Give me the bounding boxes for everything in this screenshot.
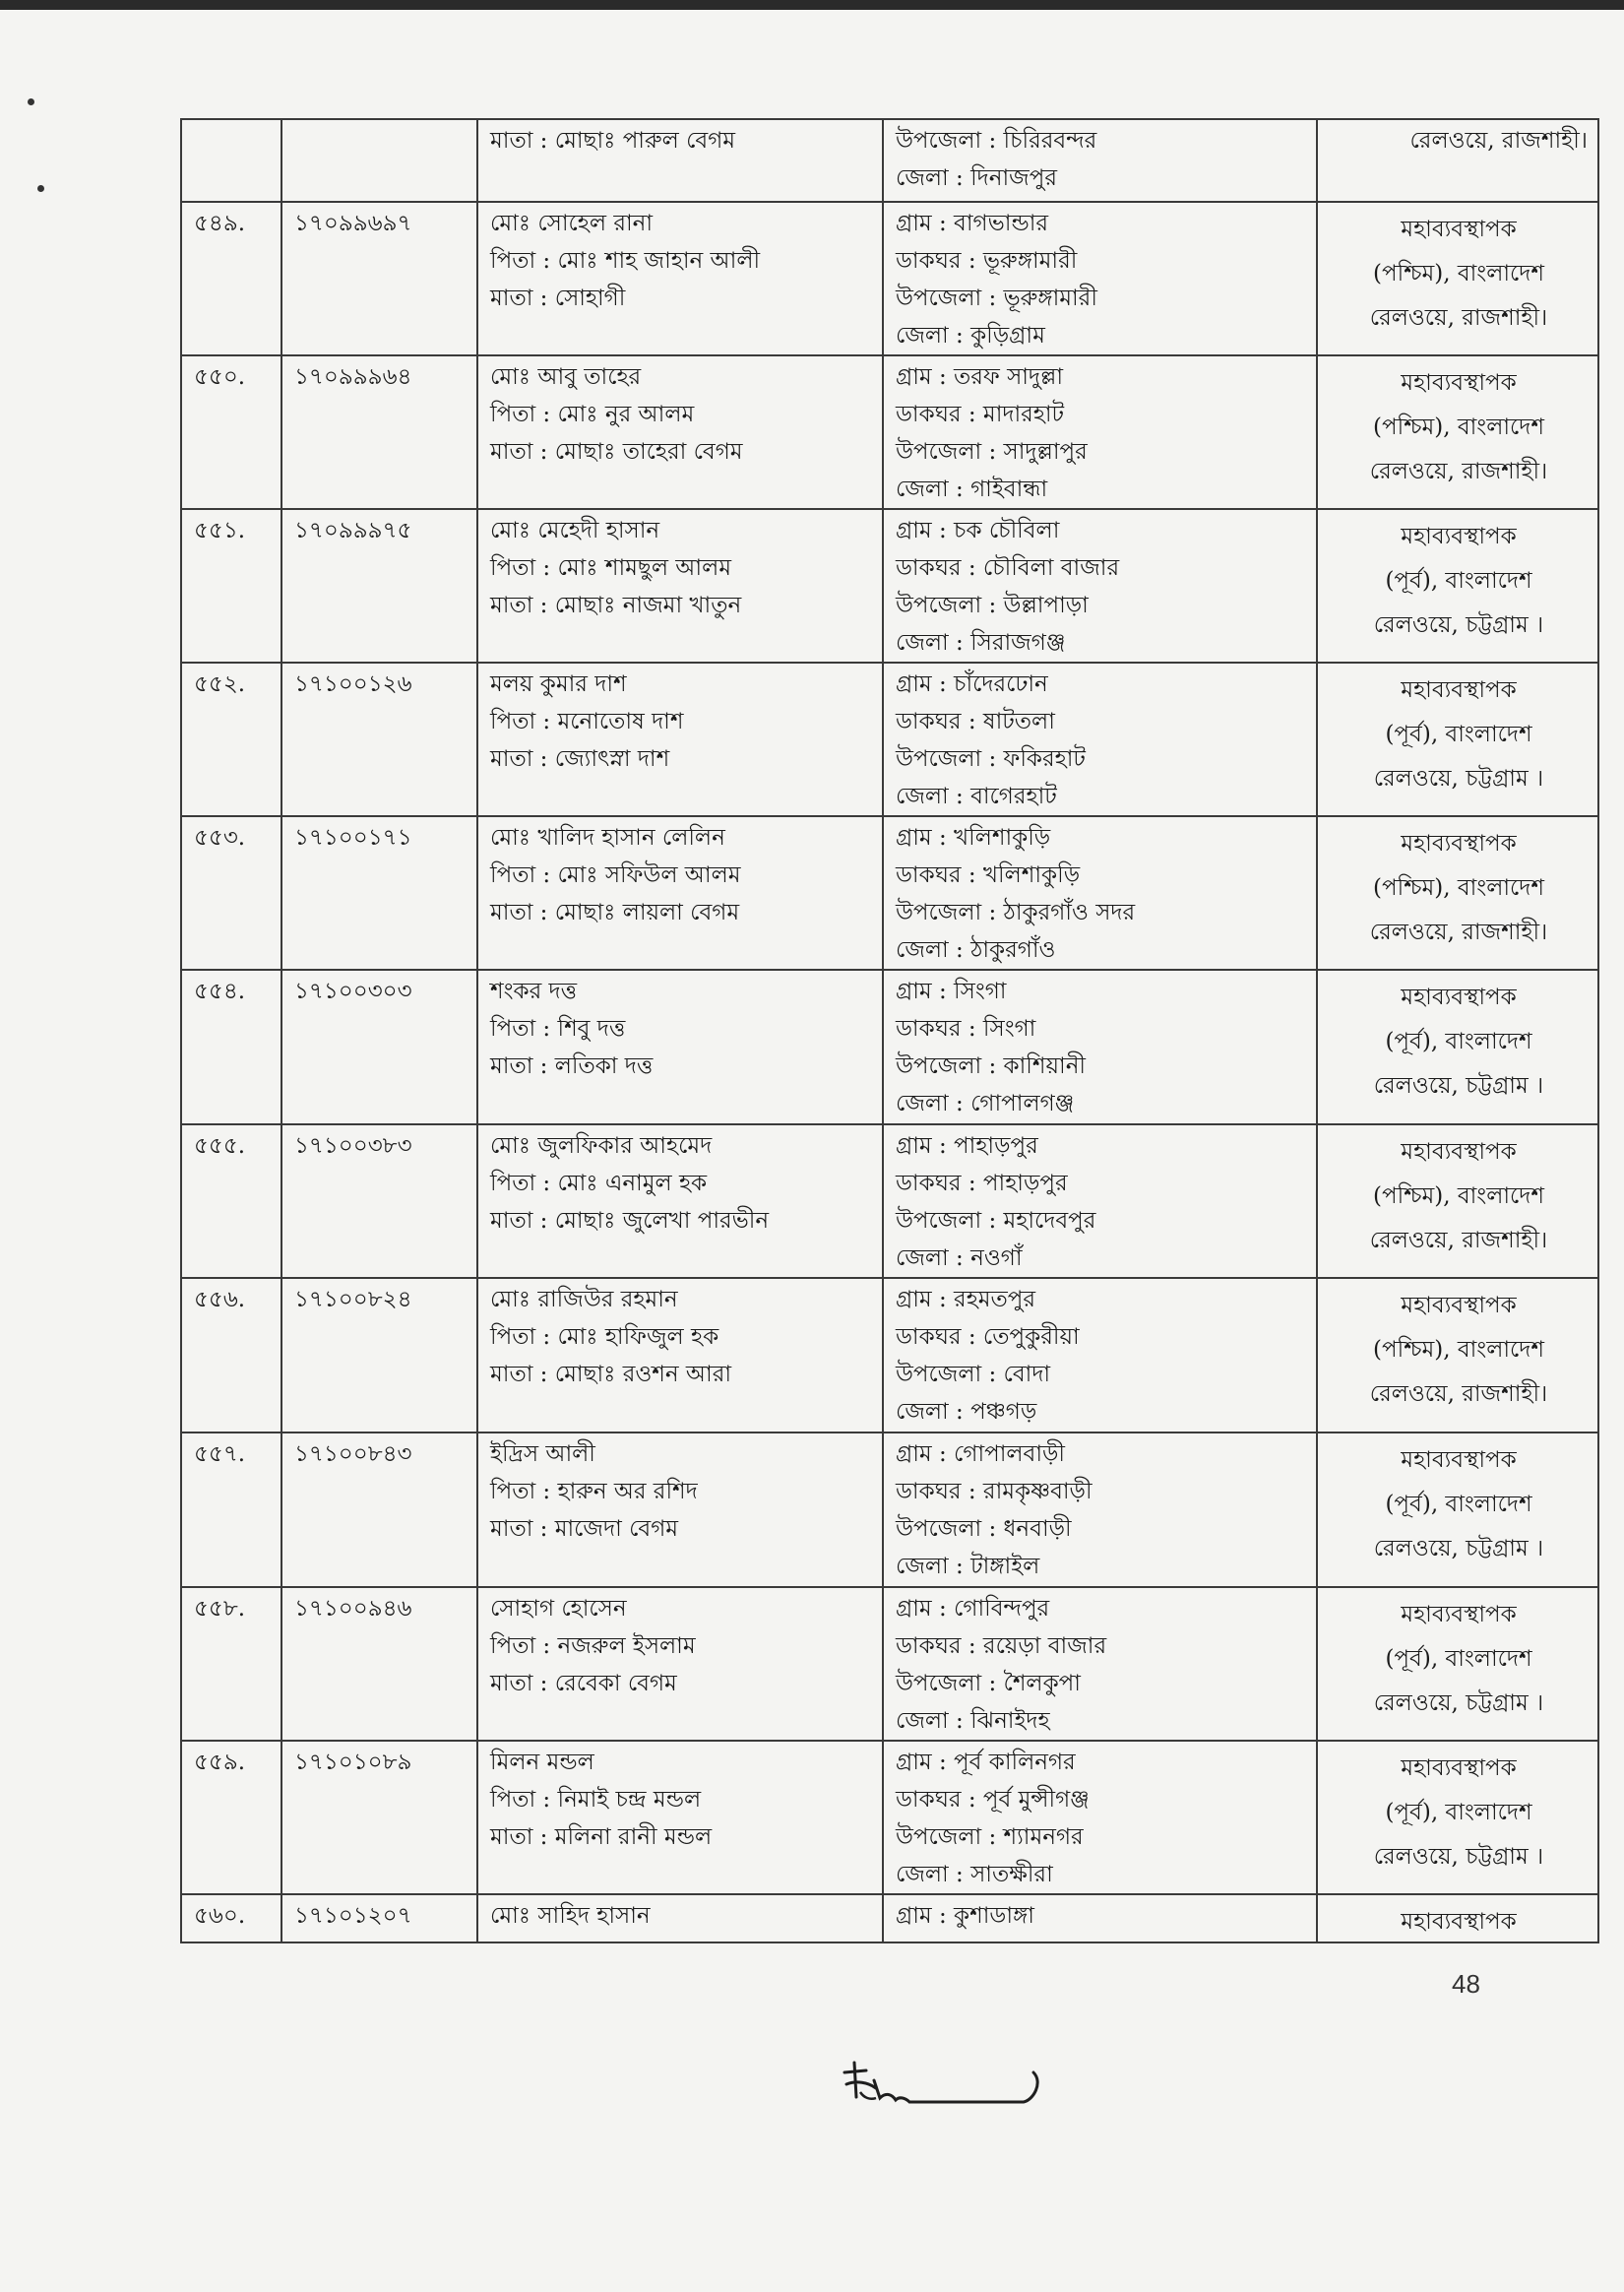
address-line: জেলা : সাতক্ষীরা [896, 1862, 1053, 1887]
table-row [181, 663, 1598, 816]
candidate-name: মোঃ আবু তাহের [490, 364, 642, 390]
address-cell [883, 1894, 1317, 1942]
mother-name: মাতা : সোহাগী [490, 286, 626, 311]
serial-cell [181, 1741, 281, 1894]
father-name: পিতা : মোঃ সফিউল আলম [490, 862, 741, 888]
address-cell [883, 1587, 1317, 1741]
roll-number: ১৭০৯৯৯৭৫ [294, 518, 412, 543]
name-cell [477, 202, 883, 355]
name-cell [477, 1124, 883, 1278]
serial-number: ৫৫১. [194, 518, 246, 543]
address-line: ডাকঘর : রয়েড়া বাজার [896, 1633, 1107, 1659]
roll-number: ১৭১০০৮২৪ [294, 1287, 412, 1312]
address-line: উপজেলা : ভূরুঙ্গামারী [896, 286, 1097, 311]
roll-cell [281, 355, 477, 509]
office-cell [1317, 355, 1598, 509]
address-line: উপজেলা : সাদুল্লাপুর [896, 439, 1088, 465]
scan-top-edge [0, 0, 1624, 10]
office-line: মহাব্যবস্থাপক [1401, 217, 1517, 242]
address-line: উপজেলা : শ্যামনগর [896, 1824, 1084, 1850]
roll-cell [281, 202, 477, 355]
mother-name: মাতা : রেবেকা বেগম [490, 1671, 677, 1696]
mother-name: মাতা : মোছাঃ লায়লা বেগম [490, 900, 740, 925]
mother-name: মাতা : মোছাঃ তাহেরা বেগম [490, 439, 743, 465]
roll-number: ১৭০৯৯৬৯৭ [294, 211, 412, 236]
office-line: রেলওয়ে, চট্টগ্রাম । [1373, 1536, 1544, 1561]
candidate-name: মোঃ মেহেদী হাসান [490, 518, 660, 543]
name-cell [477, 509, 883, 663]
address-line: উপজেলা : শৈলকুপা [896, 1671, 1081, 1696]
address-line: জেলা : কুড়িগ্রাম [896, 323, 1045, 349]
roll-cell [281, 1894, 477, 1942]
address-line: গ্রাম : বাগভান্ডার [896, 211, 1049, 236]
office-cell [1317, 1587, 1598, 1741]
father-name: পিতা : নিমাই চন্দ্র মন্ডল [490, 1787, 702, 1813]
mother-name: মাতা : লতিকা দত্ত [490, 1053, 654, 1079]
candidate-name: মোঃ জুলফিকার আহমেদ [490, 1133, 713, 1159]
father-name: পিতা : মনোতোষ দাশ [490, 709, 684, 734]
address-line: জেলা : ঝিনাইদহ [896, 1708, 1050, 1734]
office-line: মহাব্যবস্থাপক [1401, 1602, 1517, 1627]
address-line: উপজেলা : চিরিরবন্দর [896, 128, 1097, 154]
father-name: পিতা : নজরুল ইসলাম [490, 1633, 696, 1659]
office-line: মহাব্যবস্থাপক [1401, 1447, 1517, 1473]
table-row [181, 1278, 1598, 1432]
serial-cell [181, 1432, 281, 1587]
office-line: মহাব্যবস্থাপক [1401, 831, 1517, 857]
roll-number: ১৭১০১২০৭ [294, 1903, 412, 1929]
serial-number: ৫৫২. [194, 671, 246, 697]
serial-number: ৫৪৯. [194, 211, 246, 236]
office-line: (পূর্ব), বাংলাদেশ [1385, 1492, 1532, 1517]
father-name: পিতা : মোঃ এনামুল হক [490, 1171, 708, 1196]
roll-cell [281, 119, 477, 202]
office-line: রেলওয়ে, চট্টগ্রাম । [1373, 1073, 1544, 1099]
table-row [181, 970, 1598, 1124]
address-line: জেলা : পঞ্চগড় [896, 1399, 1037, 1425]
serial-cell [181, 816, 281, 970]
father-name: পিতা : হারুন অর রশিদ [490, 1479, 698, 1504]
address-line: উপজেলা : মহাদেবপুর [896, 1208, 1096, 1234]
office-line: মহাব্যবস্থাপক [1401, 985, 1517, 1010]
serial-cell [181, 509, 281, 663]
address-cell [883, 202, 1317, 355]
address-cell [883, 1741, 1317, 1894]
office-line: (পূর্ব), বাংলাদেশ [1385, 568, 1532, 594]
address-line: জেলা : ঠাকুরগাঁও [896, 937, 1056, 963]
office-line: রেলওয়ে, রাজশাহী। [1369, 305, 1548, 331]
office-line: (পশ্চিম), বাংলাদেশ [1373, 414, 1544, 440]
address-line: গ্রাম : খলিশাকুড়ি [896, 825, 1051, 851]
address-cell [883, 119, 1317, 202]
mother-name: মাতা : মোছাঃ জুলেখা পারভীন [490, 1208, 770, 1234]
serial-cell [181, 119, 281, 202]
candidate-name: মোঃ সাহিদ হাসান [490, 1903, 651, 1929]
address-cell [883, 816, 1317, 970]
office-line: মহাব্যবস্থাপক [1401, 370, 1517, 396]
address-line: উপজেলা : ফকিরহাট [896, 746, 1086, 772]
father-name: পিতা : মোঃ শাহ জাহান আলী [490, 248, 761, 274]
office-line: (পশ্চিম), বাংলাদেশ [1373, 1337, 1544, 1363]
roll-cell [281, 1741, 477, 1894]
address-line: ডাকঘর : সিংগা [896, 1016, 1036, 1042]
serial-cell [181, 970, 281, 1124]
father-name: পিতা : মোঃ শামছুল আলম [490, 555, 732, 581]
office-cell [1317, 1124, 1598, 1278]
office-line: মহাব্যবস্থাপক [1401, 1293, 1517, 1318]
office-cell [1317, 119, 1598, 202]
address-cell [883, 509, 1317, 663]
address-line: গ্রাম : তরফ সাদুল্লা [896, 364, 1064, 390]
address-line: ডাকঘর : পূর্ব মুন্সীগঞ্জ [896, 1787, 1090, 1813]
office-cell [1317, 509, 1598, 663]
serial-number: ৫৫৮. [194, 1596, 246, 1622]
office-line: রেলওয়ে, রাজশাহী। [1409, 128, 1588, 154]
address-line: জেলা : নওগাঁ [896, 1245, 1023, 1271]
roll-cell [281, 816, 477, 970]
office-line: মহাব্যবস্থাপক [1401, 524, 1517, 549]
candidate-name: শংকর দত্ত [490, 979, 578, 1004]
serial-cell [181, 1894, 281, 1942]
roll-cell [281, 1124, 477, 1278]
roll-number: ১৭১০০১২৬ [294, 671, 412, 697]
roll-cell [281, 1432, 477, 1587]
office-cell [1317, 1894, 1598, 1942]
address-line: ডাকঘর : মাদারহাট [896, 402, 1065, 427]
serial-cell [181, 202, 281, 355]
father-name: পিতা : শিবু দত্ত [490, 1016, 626, 1042]
table-row [181, 202, 1598, 355]
name-cell [477, 1587, 883, 1741]
serial-number: ৫৫৬. [194, 1287, 246, 1312]
address-line: উপজেলা : কাশিয়ানী [896, 1053, 1087, 1079]
table-row [181, 1894, 1598, 1942]
office-line: রেলওয়ে, রাজশাহী। [1369, 1381, 1548, 1407]
address-line: জেলা : গাইবান্ধা [896, 477, 1048, 502]
serial-cell [181, 1124, 281, 1278]
serial-number: ৫৫৯. [194, 1750, 246, 1775]
address-line: ডাকঘর : তেপুকুরীয়া [896, 1324, 1080, 1350]
mother-name: মাতা : মোছাঃ পারুল বেগম [490, 128, 736, 154]
table-row [181, 1432, 1598, 1587]
page-number: 48 [1452, 1969, 1480, 1999]
office-line: মহাব্যবস্থাপক [1401, 1909, 1517, 1935]
name-cell [477, 1894, 883, 1942]
address-line: ডাকঘর : খলিশাকুড়ি [896, 862, 1081, 888]
address-cell [883, 1124, 1317, 1278]
office-line: রেলওয়ে, চট্টগ্রাম । [1373, 1690, 1544, 1716]
address-line: গ্রাম : গোবিন্দপুর [896, 1596, 1050, 1622]
office-line: (পশ্চিম), বাংলাদেশ [1373, 1183, 1544, 1209]
roster-body [181, 119, 1598, 1942]
candidate-roster-table [180, 118, 1599, 1943]
address-line: গ্রাম : চাঁদেরঢোন [896, 671, 1048, 697]
address-line: ডাকঘর : ভূরুঙ্গামারী [896, 248, 1078, 274]
roll-number: ১৭১০০৮৪৩ [294, 1441, 412, 1467]
office-line: (পূর্ব), বাংলাদেশ [1385, 722, 1532, 747]
address-line: জেলা : সিরাজগঞ্জ [896, 630, 1066, 656]
candidate-name: মোঃ রাজিউর রহমান [490, 1287, 678, 1312]
address-line: ডাকঘর : ষাটতলা [896, 709, 1055, 734]
roll-cell [281, 1587, 477, 1741]
name-cell [477, 119, 883, 202]
address-cell [883, 663, 1317, 816]
address-line: ডাকঘর : পাহাড়পুর [896, 1171, 1068, 1196]
address-cell [883, 970, 1317, 1124]
office-line: মহাব্যবস্থাপক [1401, 1139, 1517, 1165]
serial-number: ৫৫৭. [194, 1441, 246, 1467]
candidate-name: মলয় কুমার দাশ [490, 671, 627, 697]
address-cell [883, 355, 1317, 509]
office-line: (পূর্ব), বাংলাদেশ [1385, 1029, 1532, 1054]
roll-number: ১৭১০০১৭১ [294, 825, 412, 851]
office-line: মহাব্যবস্থাপক [1401, 1755, 1517, 1781]
office-line: রেলওয়ে, চট্টগ্রাম । [1373, 766, 1544, 792]
office-line: (পূর্ব), বাংলাদেশ [1385, 1646, 1532, 1672]
name-cell [477, 1278, 883, 1432]
serial-cell [181, 1278, 281, 1432]
serial-number: ৫৬০. [194, 1903, 246, 1929]
name-cell [477, 663, 883, 816]
table-row [181, 509, 1598, 663]
office-line: রেলওয়ে, রাজশাহী। [1369, 459, 1548, 484]
address-cell [883, 1278, 1317, 1432]
serial-cell [181, 1587, 281, 1741]
office-cell [1317, 816, 1598, 970]
roll-cell [281, 509, 477, 663]
candidate-name: মোঃ সোহেল রানা [490, 211, 654, 236]
address-line: ডাকঘর : রামকৃষ্ণবাড়ী [896, 1479, 1093, 1504]
roll-cell [281, 970, 477, 1124]
office-line: (পশ্চিম), বাংলাদেশ [1373, 875, 1544, 901]
serial-number: ৫৫৫. [194, 1133, 246, 1159]
office-line: মহাব্যবস্থাপক [1401, 677, 1517, 703]
roll-number: ১৭১০০৩০৩ [294, 979, 412, 1004]
address-line: উপজেলা : উল্লাপাড়া [896, 593, 1089, 618]
office-line: রেলওয়ে, চট্টগ্রাম । [1373, 612, 1544, 638]
office-line: রেলওয়ে, চট্টগ্রাম । [1373, 1844, 1544, 1870]
address-line: জেলা : বাগেরহাট [896, 784, 1057, 809]
mother-name: মাতা : মাজেদা বেগম [490, 1516, 679, 1542]
roll-number: ১৭০৯৯৯৬৪ [294, 364, 412, 390]
office-line: (পশ্চিম), বাংলাদেশ [1373, 261, 1544, 286]
address-line: গ্রাম : রহমতপুর [896, 1287, 1036, 1312]
table-row [181, 355, 1598, 509]
address-line: গ্রাম : পূর্ব কালিনগর [896, 1750, 1076, 1775]
table-row [181, 1741, 1598, 1894]
office-cell [1317, 1278, 1598, 1432]
office-cell [1317, 1741, 1598, 1894]
table-row [181, 1124, 1598, 1278]
serial-cell [181, 355, 281, 509]
candidate-name: মোঃ খালিদ হাসান লেলিন [490, 825, 725, 851]
address-line: গ্রাম : চক চৌবিলা [896, 518, 1060, 543]
roll-number: ১৭১০১০৮৯ [294, 1750, 412, 1775]
scan-speck [37, 185, 44, 192]
roll-number: ১৭১০০৯৪৬ [294, 1596, 412, 1622]
address-line: জেলা : দিনাজপুর [896, 165, 1057, 191]
roll-cell [281, 1278, 477, 1432]
candidate-name: মিলন মন্ডল [490, 1750, 594, 1775]
name-cell [477, 1741, 883, 1894]
address-line: গ্রাম : কুশাডাঙ্গা [896, 1903, 1034, 1929]
serial-number: ৫৫০. [194, 364, 246, 390]
name-cell [477, 816, 883, 970]
mother-name: মাতা : মোছাঃ রওশন আরা [490, 1362, 732, 1387]
office-line: রেলওয়ে, রাজশাহী। [1369, 1228, 1548, 1253]
table-row [181, 1587, 1598, 1741]
address-line: উপজেলা : বোদা [896, 1362, 1051, 1387]
name-cell [477, 1432, 883, 1587]
address-line: গ্রাম : গোপালবাড়ী [896, 1441, 1066, 1467]
father-name: পিতা : মোঃ নুর আলম [490, 402, 695, 427]
address-line: উপজেলা : ঠাকুরগাঁও সদর [896, 900, 1136, 925]
name-cell [477, 355, 883, 509]
scan-speck [28, 98, 34, 105]
table-row [181, 816, 1598, 970]
office-cell [1317, 663, 1598, 816]
office-line: রেলওয়ে, রাজশাহী। [1369, 920, 1548, 945]
address-line: গ্রাম : সিংগা [896, 979, 1007, 1004]
address-cell [883, 1432, 1317, 1587]
office-cell [1317, 970, 1598, 1124]
office-cell [1317, 202, 1598, 355]
roll-number: ১৭১০০৩৮৩ [294, 1133, 412, 1159]
father-name: পিতা : মোঃ হাফিজুল হক [490, 1324, 719, 1350]
name-cell [477, 970, 883, 1124]
candidate-name: সোহাগ হোসেন [490, 1596, 627, 1622]
serial-number: ৫৫৪. [194, 979, 246, 1004]
address-line: উপজেলা : ধনবাড়ী [896, 1516, 1072, 1542]
signature [837, 2053, 1063, 2122]
roll-cell [281, 663, 477, 816]
table-row-continued [181, 119, 1598, 202]
candidate-name: ইদ্রিস আলী [490, 1441, 595, 1467]
address-line: গ্রাম : পাহাড়পুর [896, 1133, 1038, 1159]
serial-number: ৫৫৩. [194, 825, 246, 851]
office-line: (পূর্ব), বাংলাদেশ [1385, 1800, 1532, 1825]
mother-name: মাতা : মলিনা রানী মন্ডল [490, 1824, 713, 1850]
address-line: ডাকঘর : চৌবিলা বাজার [896, 555, 1120, 581]
office-cell [1317, 1432, 1598, 1587]
serial-cell [181, 663, 281, 816]
mother-name: মাতা : মোছাঃ নাজমা খাতুন [490, 593, 742, 618]
address-line: জেলা : টাঙ্গাইল [896, 1554, 1040, 1579]
mother-name: মাতা : জ্যোৎস্না দাশ [490, 746, 670, 772]
address-line: জেলা : গোপালগঞ্জ [896, 1091, 1075, 1116]
